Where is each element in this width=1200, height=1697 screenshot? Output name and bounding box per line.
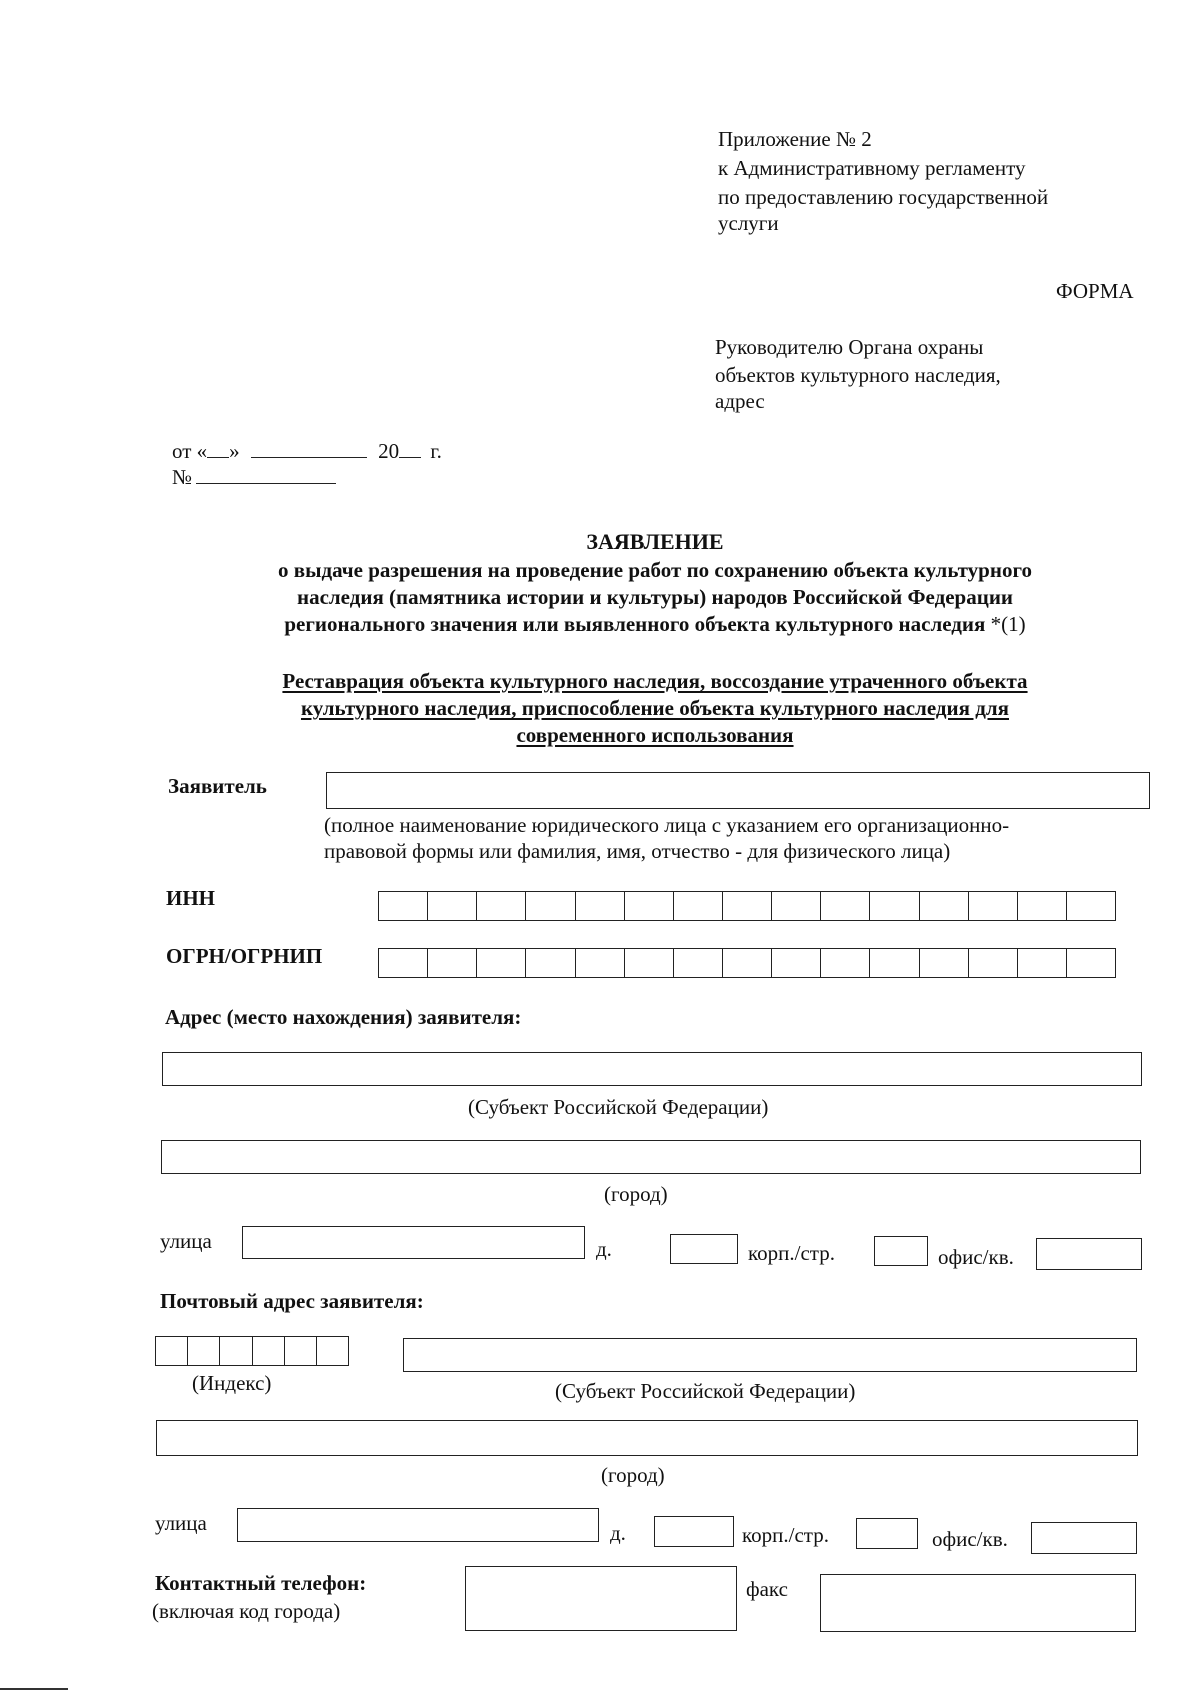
postal-heading: Почтовый адрес заявителя:	[160, 1289, 424, 1313]
applicant-hint-1: (полное наименование юридического лица с указанием его организационно-	[324, 813, 1010, 837]
subtitle-line-2: наследия (памятника истории и культуры) народов Российской Федерации	[296, 585, 1014, 609]
date-mid: »	[229, 439, 240, 463]
address-house-input[interactable]	[670, 1234, 738, 1264]
postal-index-cell[interactable]	[285, 1337, 317, 1365]
postal-subject-hint: (Субъект Российской Федерации)	[555, 1379, 856, 1403]
inn-cells[interactable]	[378, 891, 1116, 921]
postal-index-cell[interactable]	[317, 1337, 348, 1365]
postal-office-input[interactable]	[1031, 1522, 1137, 1554]
inn-cell[interactable]	[723, 892, 772, 920]
work-type-line-1: Реставрация объекта культурного наследия, воссоздание утраченного объекта	[282, 669, 1028, 693]
ogrn-cell[interactable]	[723, 949, 772, 977]
addressee-line-3: адрес	[715, 389, 765, 413]
date-line	[172, 438, 442, 465]
inn-cell[interactable]	[674, 892, 723, 920]
inn-cell[interactable]	[625, 892, 674, 920]
postal-index-cell[interactable]	[253, 1337, 285, 1365]
address-house-label: д.	[596, 1237, 612, 1261]
postal-index-cells[interactable]	[155, 1336, 349, 1366]
addressee-line-2: объектов культурного наследия,	[715, 363, 1001, 387]
inn-cell[interactable]	[379, 892, 428, 920]
fax-input[interactable]	[820, 1574, 1136, 1632]
ogrn-cell[interactable]	[1018, 949, 1067, 977]
phone-input[interactable]	[465, 1566, 737, 1631]
scan-edge-line	[0, 1688, 68, 1690]
inn-cell[interactable]	[1018, 892, 1067, 920]
inn-cell[interactable]	[477, 892, 526, 920]
inn-cell[interactable]	[920, 892, 969, 920]
ogrn-cell[interactable]	[576, 949, 625, 977]
inn-cell[interactable]	[821, 892, 870, 920]
postal-building-label: корп./стр.	[742, 1523, 829, 1547]
date-year-field[interactable]	[399, 439, 421, 458]
applicant-label: Заявитель	[168, 774, 267, 798]
applicant-hint-2: правовой формы или фамилия, имя, отчество - для физического лица)	[324, 839, 951, 863]
work-type-line-3: современного использования	[516, 723, 794, 747]
postal-building-input[interactable]	[856, 1518, 918, 1549]
postal-subject-input[interactable]	[403, 1338, 1137, 1372]
address-street-label: улица	[160, 1229, 212, 1253]
inn-cell[interactable]	[428, 892, 477, 920]
number-field[interactable]	[196, 465, 336, 484]
inn-cell[interactable]	[969, 892, 1018, 920]
ogrn-cell[interactable]	[870, 949, 919, 977]
fax-label: факс	[746, 1577, 788, 1601]
inn-cell[interactable]	[1067, 892, 1115, 920]
ogrn-cell[interactable]	[674, 949, 723, 977]
postal-city-hint: (город)	[601, 1463, 665, 1487]
address-subject-input[interactable]	[162, 1052, 1142, 1086]
postal-street-input[interactable]	[237, 1508, 599, 1542]
number-label: №	[172, 465, 193, 489]
ogrn-cell[interactable]	[1067, 949, 1115, 977]
postal-office-label: офис/кв.	[932, 1527, 1008, 1551]
work-type-line-2: культурного наследия, приспособление объекта культурного наследия для	[300, 696, 1009, 720]
address-building-input[interactable]	[874, 1236, 928, 1266]
ogrn-cell[interactable]	[920, 949, 969, 977]
subtitle-line-3: регионального значения или выявленного объекта культурного наследия	[284, 612, 986, 636]
ogrn-cell[interactable]	[821, 949, 870, 977]
postal-index-cell[interactable]	[188, 1337, 220, 1365]
ogrn-label: ОГРН/ОГРНИП	[166, 944, 323, 968]
address-subject-hint: (Субъект Российской Федерации)	[468, 1095, 769, 1119]
appendix-line-4: услуги	[718, 211, 779, 235]
addressee-line-1: Руководителю Органа охраны	[715, 335, 984, 359]
inn-cell[interactable]	[772, 892, 821, 920]
ogrn-cell[interactable]	[477, 949, 526, 977]
document-title: ЗАЯВЛЕНИЕ	[586, 529, 724, 554]
appendix-line-1: Приложение № 2	[718, 127, 872, 151]
appendix-line-3: по предоставлению государственной	[718, 185, 1049, 209]
address-office-label: офис/кв.	[938, 1245, 1014, 1269]
ogrn-cell[interactable]	[379, 949, 428, 977]
appendix-line-2: к Административному регламенту	[718, 156, 1026, 180]
ogrn-cell[interactable]	[625, 949, 674, 977]
address-heading: Адрес (место нахождения) заявителя:	[165, 1005, 522, 1029]
address-city-hint: (город)	[604, 1182, 668, 1206]
date-day-field[interactable]	[207, 439, 229, 458]
subtitle-line-3-wrap	[0, 611, 1200, 638]
date-suffix: г.	[430, 439, 442, 463]
form-label: ФОРМА	[1056, 279, 1134, 303]
phone-hint: (включая код города)	[152, 1599, 341, 1623]
address-street-input[interactable]	[242, 1226, 585, 1259]
postal-house-label: д.	[610, 1521, 626, 1545]
postal-city-input[interactable]	[156, 1420, 1138, 1456]
ogrn-cell[interactable]	[428, 949, 477, 977]
applicant-name-input[interactable]	[326, 772, 1150, 809]
ogrn-cells[interactable]	[378, 948, 1116, 978]
date-month-field[interactable]	[251, 439, 367, 458]
phone-label: Контактный телефон:	[155, 1571, 367, 1595]
subtitle-line-1: о выдаче разрешения на проведение работ по сохранению объекта культурного	[278, 558, 1032, 582]
subtitle-footnote: *(1)	[990, 612, 1026, 636]
inn-cell[interactable]	[526, 892, 575, 920]
date-year: 20	[378, 439, 400, 463]
number-line	[172, 464, 336, 491]
address-city-input[interactable]	[161, 1140, 1141, 1174]
postal-house-input[interactable]	[654, 1516, 734, 1547]
inn-cell[interactable]	[576, 892, 625, 920]
ogrn-cell[interactable]	[526, 949, 575, 977]
address-office-input[interactable]	[1036, 1238, 1142, 1270]
postal-index-cell[interactable]	[156, 1337, 188, 1365]
postal-index-hint: (Индекс)	[192, 1371, 272, 1395]
date-prefix: от «	[172, 439, 208, 463]
postal-street-label: улица	[155, 1511, 207, 1535]
address-building-label: корп./стр.	[748, 1241, 835, 1265]
postal-index-cell[interactable]	[220, 1337, 252, 1365]
ogrn-cell[interactable]	[772, 949, 821, 977]
inn-cell[interactable]	[870, 892, 919, 920]
inn-label: ИНН	[166, 886, 216, 910]
ogrn-cell[interactable]	[969, 949, 1018, 977]
